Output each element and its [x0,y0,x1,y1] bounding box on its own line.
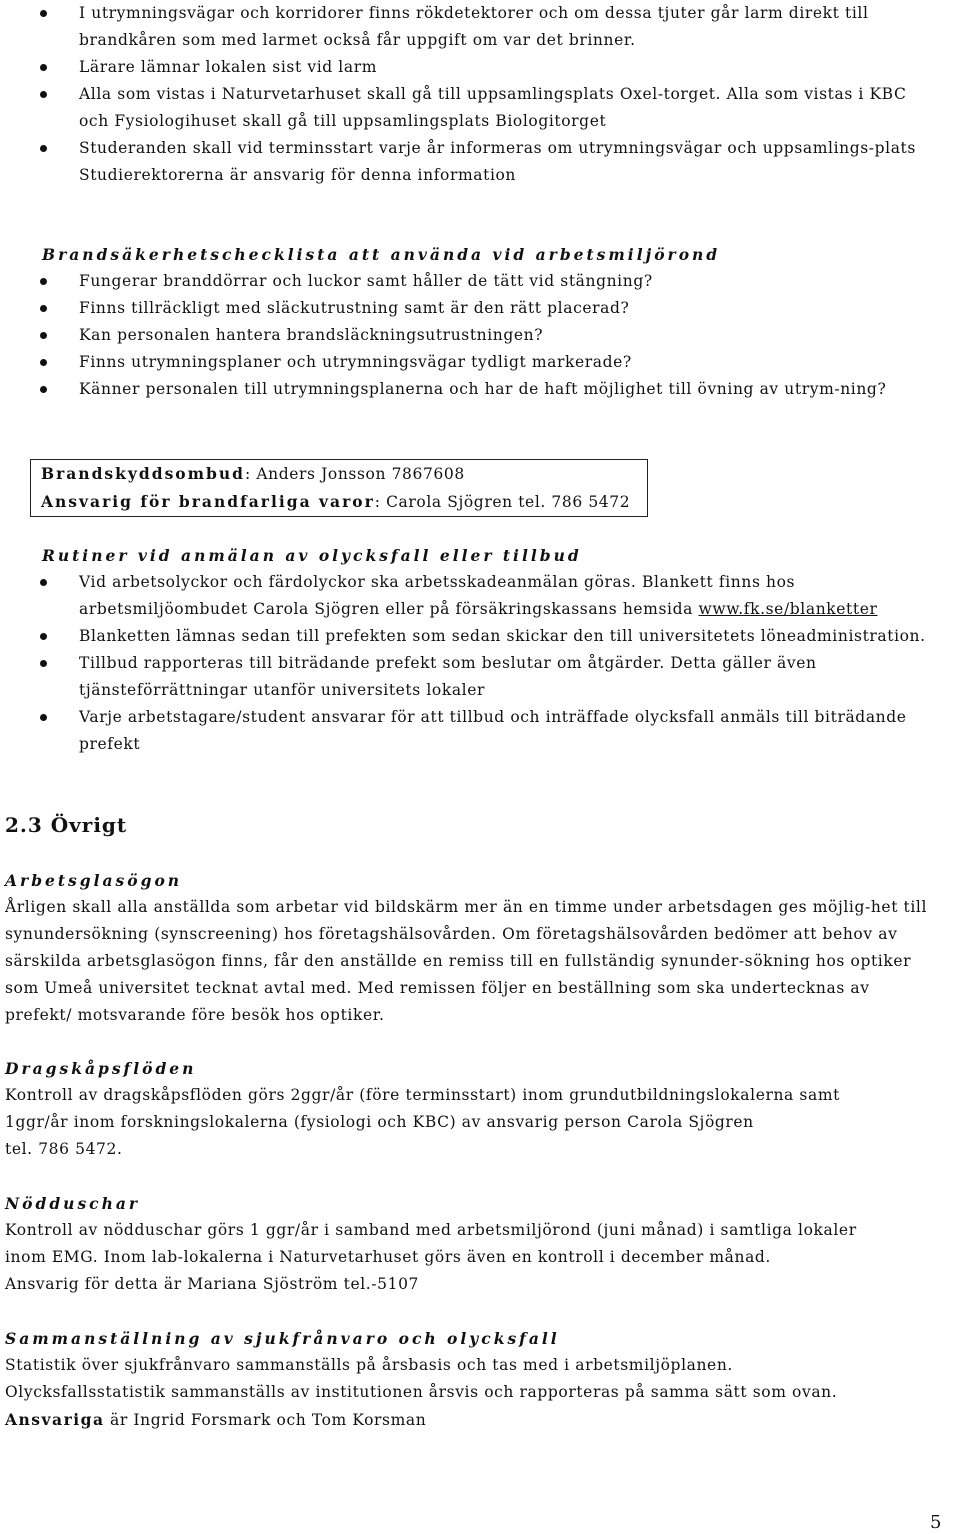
summary-heading: Sammanställning av sjukfrånvaro och olycksfall [5,1329,560,1348]
checklist-item: Finns tillräckligt med släckutrustning samt är den rätt placerad? [0,295,900,322]
summary-line: Olycksfallsstatistik sammanställs av institutionen årsvis och rapporteras på samma sätt som ovan. [5,1383,838,1401]
routine-item: Tillbud rapporteras till biträdande prefekt som beslutar om åtgärder. Detta gäller även tjänsteförrättningar utanför universitets lokaler [0,650,945,704]
summary-line: Statistik över sjukfrånvaro sammanställs på årsbasis och tas med i arbetsmiljöplanen. [5,1356,733,1374]
emergency-shower-line: Kontroll av nödduschar görs 1 ggr/år i samband med arbetsmiljörond (juni månad) i samtliga lokaler [5,1221,857,1239]
page-number: 5 [929,1512,942,1533]
checklist-item: Finns utrymningsplaner och utrymningsvägar tydligt markerade? [0,349,900,376]
checklist-item: Känner personalen till utrymningsplanerna och har de haft möjlighet till övning av utrym-ning? [0,376,900,403]
routine-item: Blanketten lämnas sedan till prefekten som sedan skickar den till universitetets löneadministration. [0,623,945,650]
fire-checklist-section [0,241,940,403]
emergency-shower-line: Ansvarig för detta är Mariana Sjöström tel.-5107 [5,1275,419,1293]
list-item: Lärare lämnar lokalen sist vid larm [0,54,940,81]
fume-hood-section [0,1055,960,1163]
blanketter-link[interactable]: www.fk.se/blanketter [698,600,878,618]
fume-hood-line: Kontroll av dragskåpsflöden görs 2ggr/år (före terminsstart) inom grundutbildningslokalerna samt [5,1086,840,1104]
list-item: I utrymningsvägar och korridorer finns rökdetektorer och om dessa tjuter går larm direkt till brandkåren som med larmet också får uppgift om var det brinner. [0,0,940,54]
flammable-goods-contact [41,488,647,516]
fume-hood-line: 1ggr/år inom forskningslokalerna (fysiologi och KBC) av ansvarig person Carola Sjögren [5,1113,754,1131]
routines-heading: Rutiner vid anmälan av olycksfall eller tillbud [42,546,582,565]
routines-section [0,542,945,758]
responsible-label: Ansvariga [5,1410,105,1429]
checklist-item: Kan personalen hantera brandsläckningsutrustningen? [0,322,900,349]
contact-box [30,459,648,517]
section-title: 2.3 Övrigt [5,813,128,837]
fire-safety-contact [41,460,647,488]
flammable-goods-label: Ansvarig för brandfarliga varor [41,492,375,511]
glasses-heading: Arbetsglasögon [5,871,183,890]
top-bullet-list [0,0,940,189]
glasses-text: Årligen skall alla anställda som arbetar vid bildskärm mer än en timme under arbetsdagen ges möjlig-het till synundersökning (synscreening) hos företagshälsovården. Om företagshälsovården bedömer att behov av särskilda arbetsglasögon finns, får den anställde en remiss till en fullständig synunder-sökning hos optiker som Umeå universitet tecknat avtal med. Med remissen följer en beställning som ska undertecknas av prefekt/ motsvarande före besök hos optiker. [5,898,928,1024]
fume-hood-line: tel. 786 5472. [5,1140,123,1158]
responsible-names: är Ingrid Forsmark och Tom Korsman [104,1411,427,1429]
fire-safety-value: : Anders Jonsson 7867608 [244,465,465,483]
emergency-shower-line: inom EMG. Inom lab-lokalerna i Naturvetarhuset görs även en kontroll i december månad. [5,1248,771,1266]
emergency-shower-heading: Nödduschar [5,1194,141,1213]
routine-item: Varje arbetstagare/student ansvarar för att tillbud och inträffade olycksfall anmäls till biträdande prefekt [0,704,945,758]
summary-section [0,1325,960,1434]
routine-item-text: Vid arbetsolyckor och färdolyckor ska arbetsskadeanmälan göras. Blankett finns hos arbetsmiljöombudet Carola Sjögren eller på försäkringskassans hemsida [79,573,796,618]
list-item: Studeranden skall vid terminsstart varje år informeras om utrymningsvägar och uppsamlings-plats [0,135,940,162]
fire-safety-label: Brandskyddsombud [41,464,245,483]
list-item-continuation: Studierektorerna är ansvarig för denna information [79,166,517,184]
fume-hood-heading: Dragskåpsflöden [5,1059,197,1078]
summary-responsible [0,1406,960,1434]
checklist-heading: Brandsäkerhetschecklista att använda vid arbetsmiljörond [42,245,721,264]
flammable-goods-value: : Carola Sjögren tel. 786 5472 [374,493,631,511]
contact-box-wrapper [0,459,960,517]
glasses-section [0,867,960,1029]
checklist-item: Fungerar branddörrar och luckor samt håller de tätt vid stängning? [0,268,900,295]
routine-item [0,569,945,623]
list-item: Alla som vistas i Naturvetarhuset skall gå till uppsamlingsplats Oxel-torget. Alla som vistas i KBC och Fysiologihuset skall gå till uppsamlingsplats Biologitorget [0,81,940,135]
emergency-shower-section [0,1190,960,1298]
